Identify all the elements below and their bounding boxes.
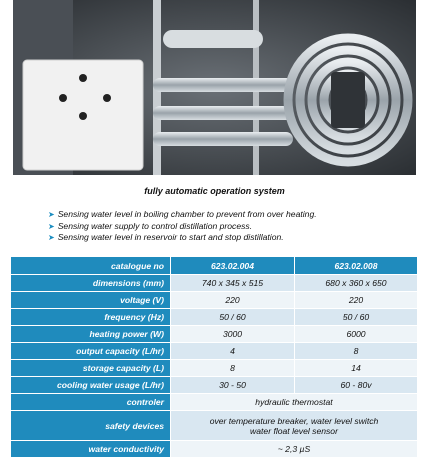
- model-cell: 623.02.008: [295, 257, 418, 275]
- table-cell: 680 x 360 x 650: [295, 275, 418, 292]
- row-label: safety devices: [11, 411, 171, 441]
- table-row: [11, 309, 418, 326]
- feature-text: Sensing water level in reservoir to start and stop distillation.: [57, 232, 284, 242]
- arrow-icon: ➤: [48, 233, 55, 242]
- arrow-icon: ➤: [48, 210, 55, 219]
- table-row: [11, 411, 418, 441]
- feature-text: Sensing water supply to control distillation process.: [57, 220, 253, 231]
- feature-text: Sensing water level in boiling chamber to prevent from over heating.: [57, 209, 317, 219]
- table-cell: 30 - 50: [171, 377, 295, 394]
- table-cell: 3000: [171, 326, 295, 343]
- feature-list: [48, 209, 317, 244]
- table-row: [11, 441, 418, 458]
- row-label: water conductivity: [11, 441, 171, 458]
- row-label: dimensions (mm): [11, 275, 171, 292]
- table-cell: hydraulic thermostat: [171, 394, 418, 411]
- spec-table: [10, 256, 418, 458]
- table-cell: 8: [171, 360, 295, 377]
- model-cell: 623.02.004: [171, 257, 295, 275]
- list-item: [48, 221, 317, 233]
- list-item: [48, 209, 317, 221]
- table-cell: 4: [171, 343, 295, 360]
- table-row: [11, 292, 418, 309]
- table-row: [11, 360, 418, 377]
- row-label: voltage (V): [11, 292, 171, 309]
- table-cell: 14: [295, 360, 418, 377]
- table-cell: 50 / 60: [171, 309, 295, 326]
- row-label: cooling water usage (L/hr): [11, 377, 171, 394]
- row-label: frequency (Hz): [11, 309, 171, 326]
- table-cell: 220: [171, 292, 295, 309]
- row-label: controler: [11, 394, 171, 411]
- table-cell: [171, 411, 418, 441]
- row-label: catalogue no: [11, 257, 171, 275]
- table-cell: 6000: [295, 326, 418, 343]
- list-item: [48, 232, 317, 244]
- table-cell: 220: [295, 292, 418, 309]
- table-cell: ~ 2,3 µS: [171, 441, 418, 458]
- table-row: [11, 377, 418, 394]
- arrow-icon: ➤: [48, 221, 55, 231]
- row-label: heating power (W): [11, 326, 171, 343]
- row-label: output capacity (L/hr): [11, 343, 171, 360]
- table-cell: 50 / 60: [295, 309, 418, 326]
- table-cell: 8: [295, 343, 418, 360]
- table-row: [11, 275, 418, 292]
- table-row: [11, 326, 418, 343]
- table-header-row: [11, 257, 418, 275]
- row-label: storage capacity (L): [11, 360, 171, 377]
- cell-line: water float level sensor: [250, 425, 338, 436]
- table-row: [11, 394, 418, 411]
- product-photo: [13, 0, 416, 175]
- table-cell: 740 x 345 x 515: [171, 275, 295, 292]
- cell-line: over temperature breaker, water level switch: [209, 415, 379, 426]
- table-cell: 60 - 80v: [295, 377, 418, 394]
- table-row: [11, 343, 418, 360]
- caption: fully automatic operation system: [144, 186, 285, 196]
